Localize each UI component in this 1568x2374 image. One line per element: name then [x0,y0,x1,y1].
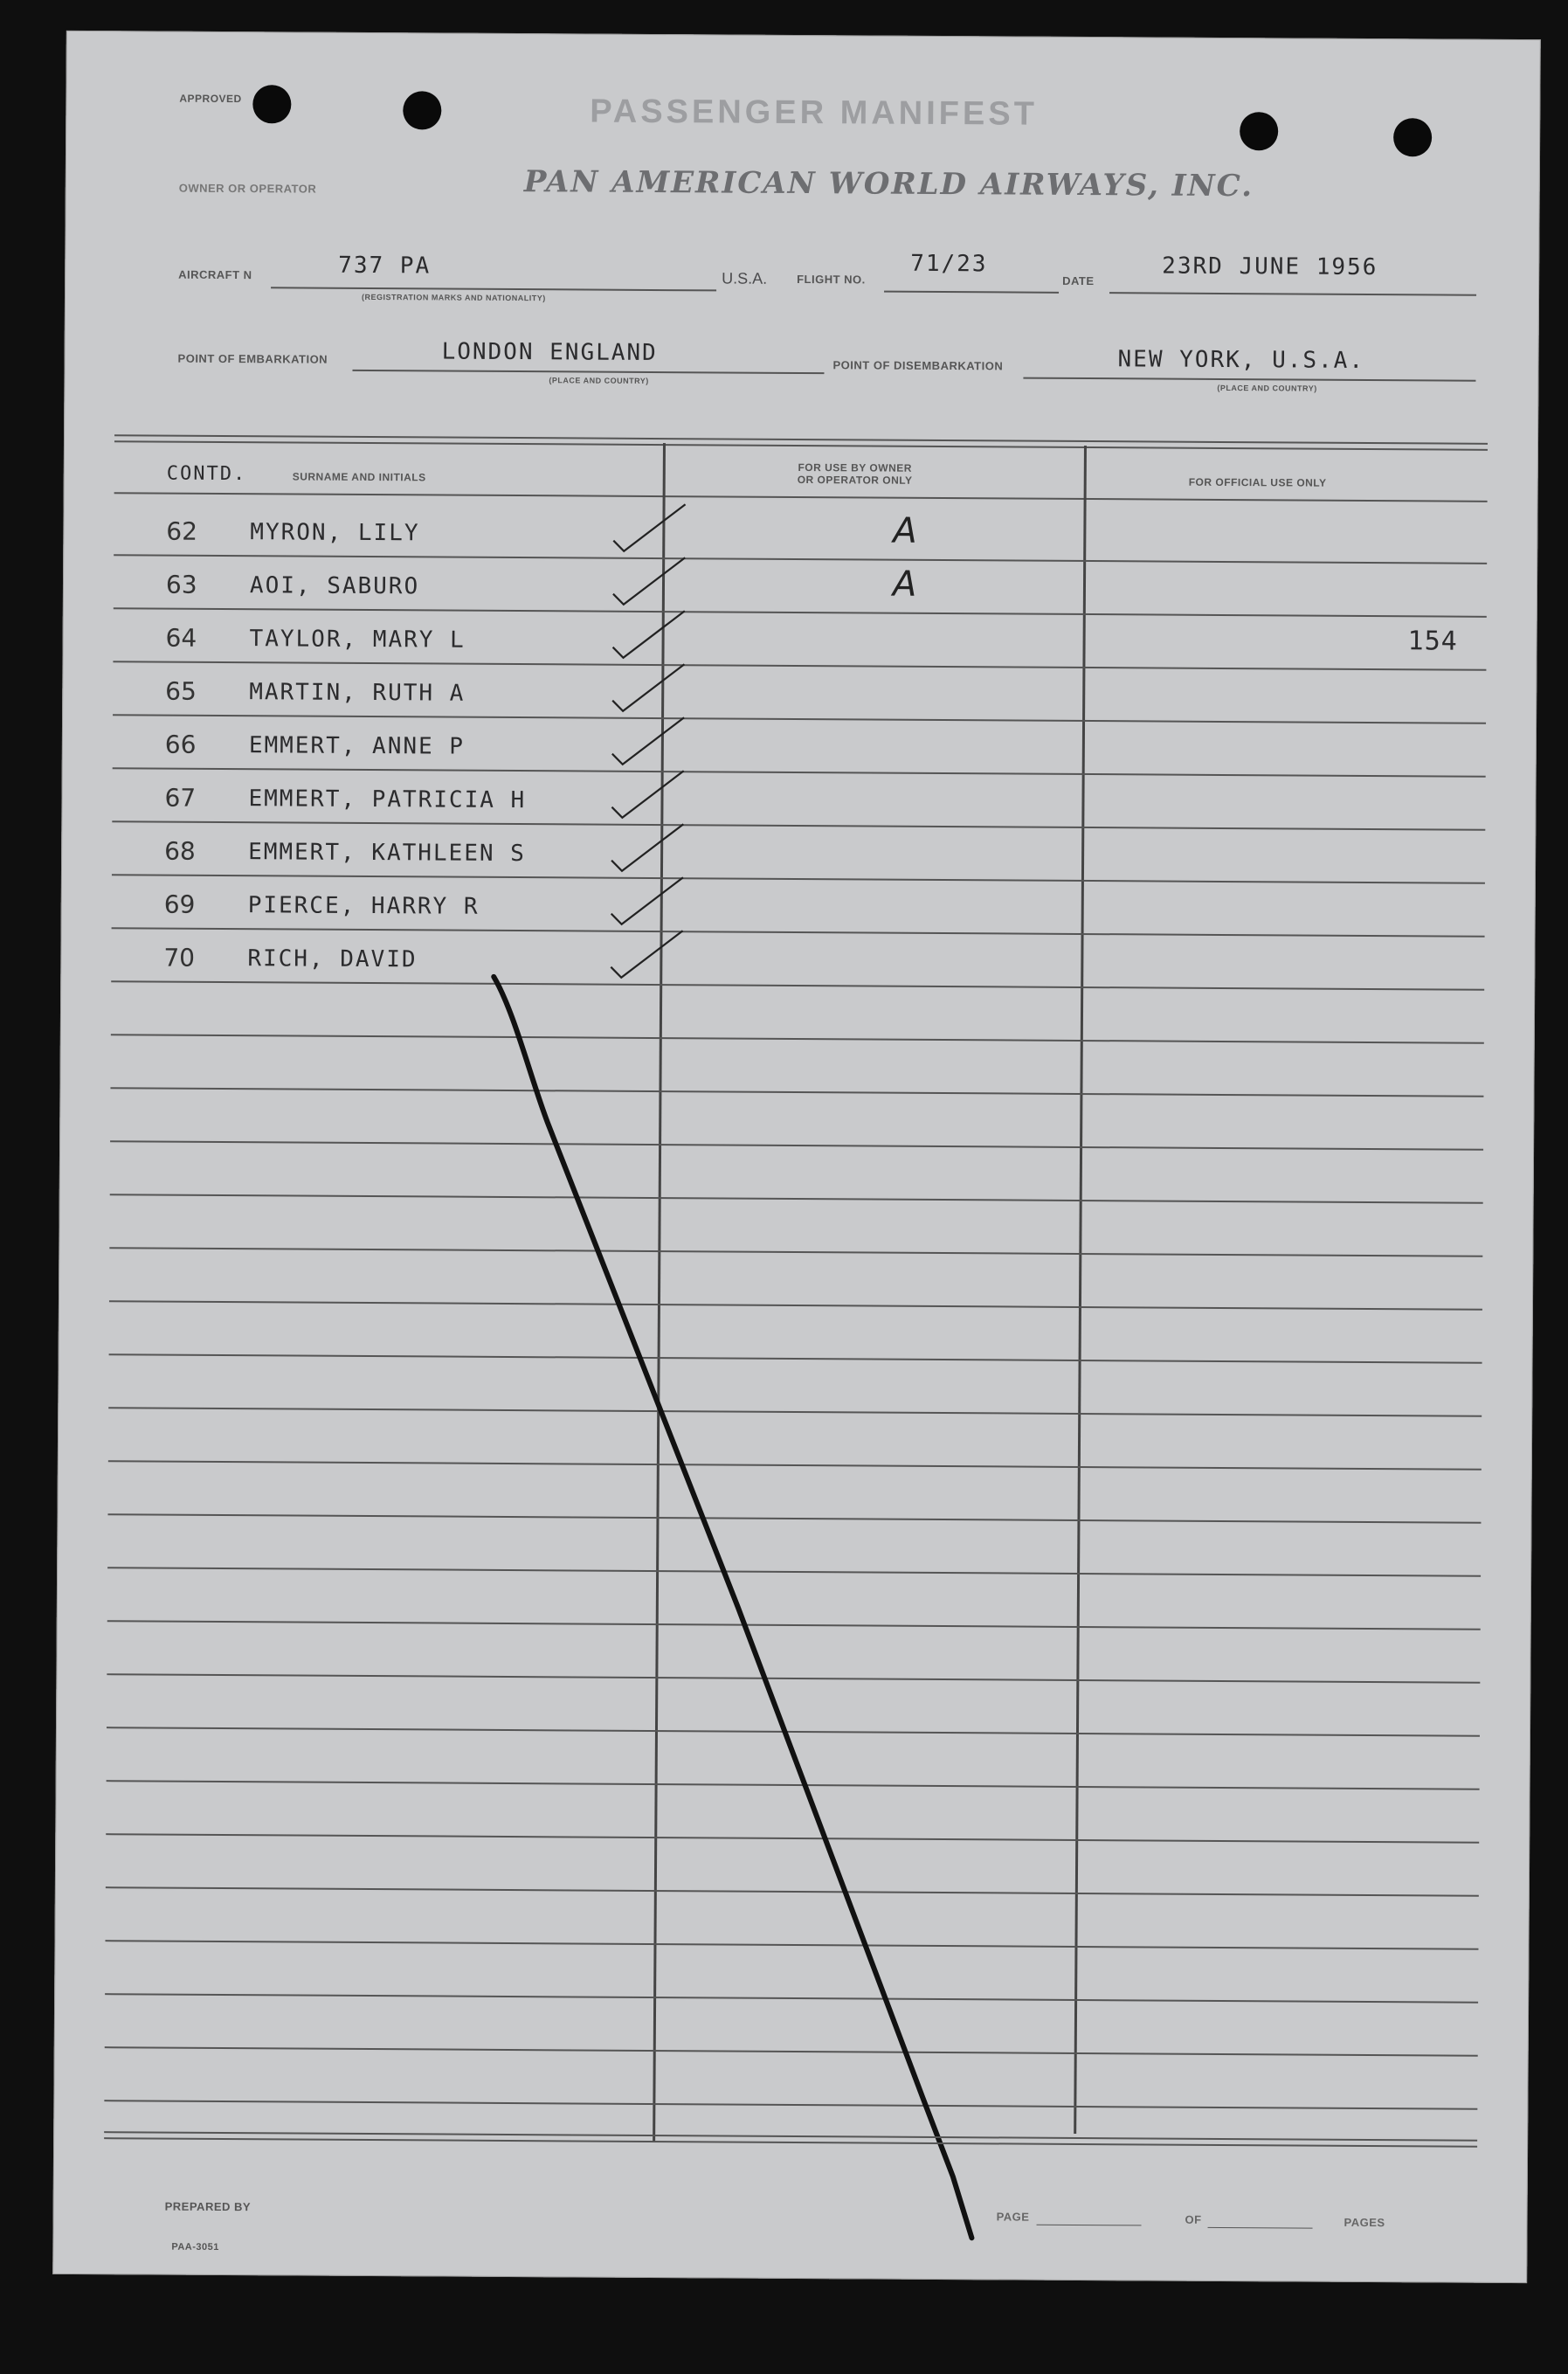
aircraft-label: AIRCRAFT N [178,267,252,282]
row-number: 66 [164,730,197,759]
disembarkation-label: POINT OF DISEMBARKATION [832,358,1004,373]
passenger-name: TAYLOR, MARY L [249,626,466,654]
owner-use-header-line2: OR OPERATOR ONLY [797,473,913,487]
prepared-by-label: PREPARED BY [164,2199,252,2214]
contd-header: CONTD. [166,462,247,486]
owner-use-header-line1: FOR USE BY OWNER [798,460,912,474]
row-number: 69 [163,889,196,919]
pages-label: PAGES [1344,2215,1385,2230]
flight-date: 23RD JUNE 1956 [1162,253,1378,281]
approval-stamp: APPROVED [179,92,242,106]
company-name: PAN AMERICAN WORLD AIRWAYS, INC. [523,164,1254,204]
owner-mark: A [893,510,917,551]
date-label: DATE [1062,273,1095,288]
official-value: 154 [1407,626,1458,657]
page-label: PAGE [996,2210,1030,2224]
embarkation-value: LONDON ENGLAND [441,338,658,367]
owner-mark: A [892,564,917,605]
row-number: 68 [164,836,196,866]
flight-label: FLIGHT NO. [797,272,866,287]
embarkation-label: POINT OF EMBARKATION [177,351,328,366]
passenger-name: MYRON, LILY [250,519,420,547]
form-number: PAA-3051 [171,2241,219,2253]
registration-caption: (REGISTRATION MARKS AND NATIONALITY) [361,292,546,303]
row-number: 64 [165,623,197,653]
official-use-header: FOR OFFICIAL USE ONLY [1188,475,1327,489]
passenger-name: EMMERT, KATHLEEN S [248,839,526,868]
surname-header: SURNAME AND INITIALS [292,470,426,484]
disembarkation-caption: (PLACE AND COUNTRY) [1217,383,1317,393]
row-number: 70 [163,943,196,972]
passenger-name: PIERCE, HARRY R [247,892,480,920]
row-number: 67 [164,783,197,813]
aircraft-value: 737 PA [338,252,432,280]
row-number: 63 [165,570,197,599]
passenger-name: MARTIN, RUTH A [249,679,466,707]
passenger-name: AOI, SABURO [249,572,420,600]
usa-label: U.S.A. [722,269,768,287]
flight-number: 71/23 [910,250,988,278]
form-title: PASSENGER MANIFEST [590,93,1038,133]
embarkation-caption: (PLACE AND COUNTRY) [549,376,649,385]
manifest-sheet [52,31,1541,2283]
row-number: 62 [166,516,198,546]
cancellation-stroke [52,31,1541,2283]
passenger-name: RICH, DAVID [247,945,418,973]
row-number: 65 [165,676,197,706]
passenger-name: EMMERT, PATRICIA H [248,786,527,814]
owner-label: OWNER OR OPERATOR [178,181,317,196]
disembarkation-value: NEW YORK, U.S.A. [1117,346,1365,374]
passenger-name: EMMERT, ANNE P [248,732,466,760]
of-label: OF [1185,2212,1202,2226]
